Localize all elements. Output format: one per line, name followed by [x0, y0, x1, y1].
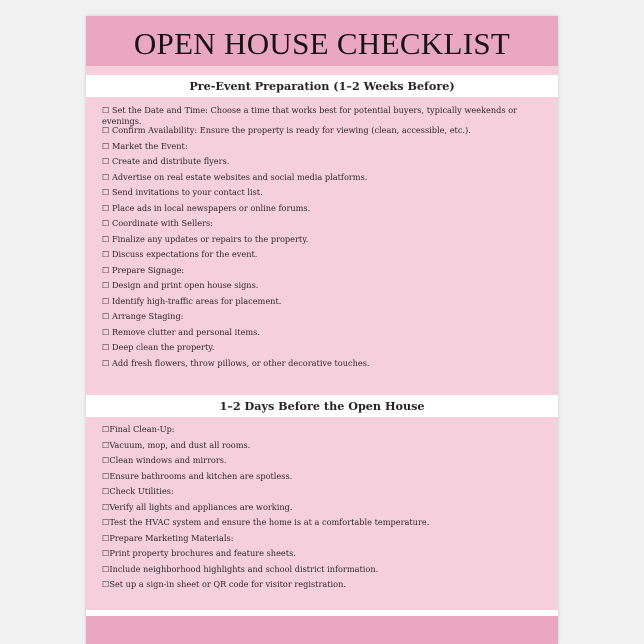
checklist-item: ☐ Design and print open house signs.: [102, 280, 259, 290]
checklist-item: ☐ Confirm Availability: Ensure the property is ready for viewing (clean, accessible, etc.).: [102, 125, 471, 135]
checklist-item: ☐Check Utilities:: [102, 486, 174, 496]
pre-event-checklist: [102, 105, 548, 373]
checklist-item: ☐ Prepare Signage:: [102, 264, 185, 275]
checklist-item: ☐ Remove clutter and personal items.: [102, 326, 260, 337]
checklist-item: ☐ Set the Date and Time: Choose a time that works best for potential buyers, typically weekends or evenings.: [102, 105, 518, 126]
checklist-item: ☐Final Clean-Up:: [102, 424, 175, 434]
checklist-item: ☐ Finalize any updates or repairs to the property.: [102, 233, 309, 244]
checklist-item: ☐ Send invitations to your contact list.: [102, 187, 263, 197]
checklist-item: ☐Ensure bathrooms and kitchen are spotless.: [102, 470, 293, 481]
checklist-item: ☐ Discuss expectations for the event.: [102, 249, 258, 259]
checklist-item: ☐Vacuum, mop, and dust all rooms.: [102, 439, 251, 450]
section-heading-days-before: 1–2 Days Before the Open House: [86, 395, 558, 417]
checklist-item: ☐ Place ads in local newspapers or online forums.: [102, 202, 311, 213]
section-heading-pre-event: Pre-Event Preparation (1–2 Weeks Before): [86, 75, 558, 97]
checklist-item: ☐ Advertise on real estate websites and social media platforms.: [102, 171, 368, 182]
checklist-item: ☐Prepare Marketing Materials:: [102, 532, 234, 543]
checklist-item: ☐Clean windows and mirrors.: [102, 455, 227, 465]
checklist-item: ☐ Add fresh flowers, throw pillows, or other decorative touches.: [102, 357, 370, 368]
checklist-item: ☐ Arrange Staging:: [102, 311, 184, 321]
checklist-item: ☐Set up a sign-in sheet or QR code for visitor registration.: [102, 579, 346, 589]
checklist-page: [86, 16, 558, 644]
checklist-item: ☐Verify all lights and appliances are working.: [102, 501, 293, 512]
checklist-item: ☐ Deep clean the property.: [102, 342, 215, 352]
checklist-item: ☐ Market the Event:: [102, 140, 188, 151]
title-band: [86, 16, 558, 66]
checklist-item: ☐ Create and distribute flyers.: [102, 156, 230, 166]
checklist-item: ☐Test the HVAC system and ensure the home is at a comfortable temperature.: [102, 517, 430, 527]
checklist-item: ☐Include neighborhood highlights and school district information.: [102, 563, 379, 574]
footer-divider: [86, 610, 558, 616]
days-before-checklist: [102, 424, 548, 595]
page-title: OPEN HOUSE CHECKLIST: [133, 26, 511, 61]
checklist-item: ☐ Identify high-traffic areas for placement.: [102, 295, 282, 306]
checklist-item: ☐ Coordinate with Sellers:: [102, 218, 213, 228]
checklist-item: ☐Print property brochures and feature sheets.: [102, 548, 296, 558]
